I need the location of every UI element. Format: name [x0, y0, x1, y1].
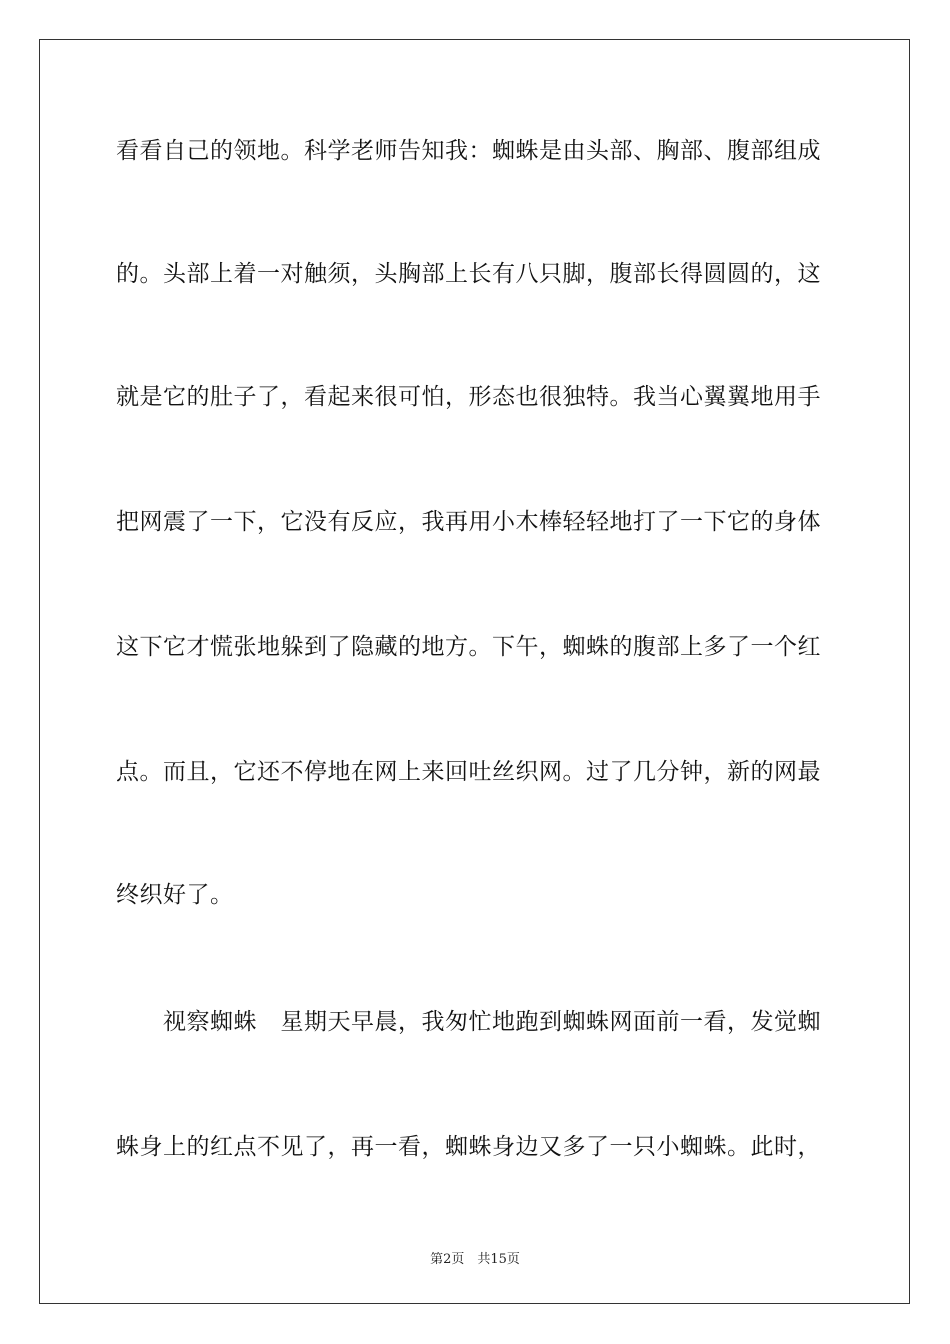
- text-line-8: 视察蜘蛛 星期天早晨，我匆忙地跑到蜘蛛网面前一看，发觉蜘: [116, 1009, 821, 1035]
- text-line-7: 终织好了。: [116, 882, 234, 908]
- page-border: [39, 39, 910, 1304]
- text-line-1: 看看自己的领地。科学老师告知我：蜘蛛是由头部、胸部、腹部组成: [116, 138, 821, 164]
- text-line-9: 蛛身上的红点不见了，再一看，蜘蛛身边又多了一只小蜘蛛。此时，: [116, 1134, 821, 1160]
- text-line-5: 这下它才慌张地躲到了隐藏的地方。下午，蜘蛛的腹部上多了一个红: [116, 634, 821, 660]
- text-line-4: 把网震了一下，它没有反应，我再用小木棒轻轻地打了一下它的身体: [116, 509, 821, 535]
- text-line-6: 点。而且，它还不停地在网上来回吐丝织网。过了几分钟，新的网最: [116, 759, 821, 785]
- page-number-footer: 第2页 共15页: [430, 1252, 520, 1267]
- text-line-2: 的。头部上着一对触须，头胸部上长有八只脚，腹部长得圆圆的，这: [116, 261, 821, 287]
- text-line-3: 就是它的肚子了，看起来很可怕，形态也很独特。我当心翼翼地用手: [116, 384, 821, 410]
